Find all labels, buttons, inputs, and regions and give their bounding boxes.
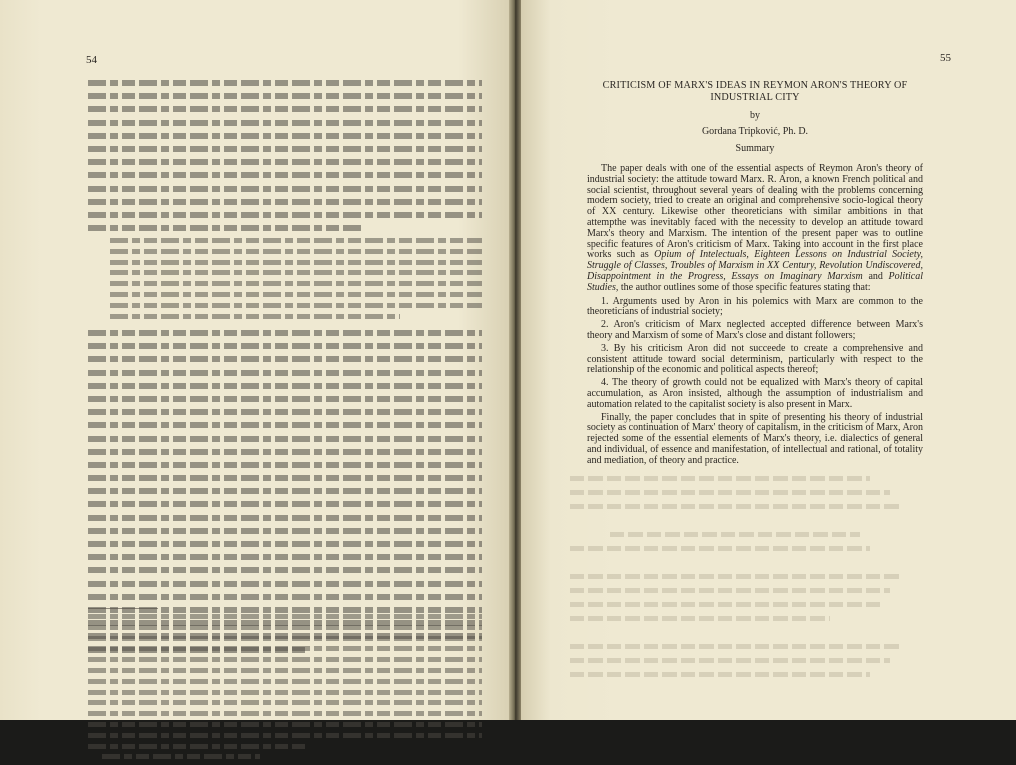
summary-item-1: 1. Arguments used by Aron in his polemics with Marx are common to the theoreticians of industrial society; bbox=[587, 295, 923, 318]
summary-heading: Summary bbox=[735, 143, 775, 154]
book-gutter bbox=[509, 0, 521, 720]
author-name: Gordana Tripković, Ph. D. bbox=[701, 126, 809, 137]
summary-conclusion: Finally, the paper concludes that in spite of presenting his theory of industrial society as continuation of Marx' theory of capitalism, in the criticism of Marx, Aron rejected some of the essential elements of Marx's theory, i.e. dialectics of general and individual, of essence and manifestation, of intellectual and rational, of totality and mediation, of theory and practice. bbox=[587, 411, 923, 466]
show-through-line bbox=[570, 588, 890, 593]
show-through-line bbox=[570, 476, 870, 481]
show-through-line bbox=[570, 672, 870, 677]
show-through-line bbox=[570, 546, 870, 551]
left-paragraph-6 bbox=[88, 330, 482, 660]
summary-paragraph-intro: The paper deals with one of the essential aspects of Reymon Aron's theory of industrial society: the attitude toward Marx. R. Aron, a known French political and social scientist, throughout several years of dealing with the problems concerning modern society, tried to create an original and comprehensive socio-logical theory of XX century. Likewise other theoreticians with similar ambitions in that attempthe was inevitably faced with the necessity to develop an attitude toward Marx's theory and Marxism. The intention of the present paper was to outline specific features of Aron's criticism of Marx. Taking into account in the first place works such as Opium of Intelectuals, Eighteen Lessons on Industrial Society, Struggle of Classes, Troubles of Marxism in XX Century, Revolution Undiscovered, Disappointment in the Progress, Essays on Imaginary Marxism and Political Studies, the author outlines some of those specific features stating that: bbox=[587, 163, 924, 293]
left-page bbox=[0, 0, 509, 720]
show-through-line bbox=[570, 616, 830, 621]
works-list-last: Political Studies, bbox=[587, 270, 923, 293]
summary-body bbox=[587, 164, 923, 469]
show-through-line bbox=[570, 574, 900, 579]
summary-item-4: 4. The theory of growth could not be equalized with Marx's theory of capital accumulation, as Aron insisted, although the assumption of industrialism and automation related to the capitalist society is also present in Marx. bbox=[587, 377, 923, 410]
byline-by: by bbox=[750, 110, 760, 121]
show-through-line bbox=[610, 532, 860, 537]
works-list: Opium of Intelectuals, Eighteen Lessons on Industrial Society, Struggle of Classes, Troubles of Marxism in XX Century, Revolution Undiscovered, Disappointment in the Progress, Essays on Imaginary Marxism bbox=[587, 249, 924, 282]
show-through-line bbox=[570, 490, 890, 495]
summary-item-3: 3. By his criticism Aron did not succeede to create a comprehensive and consistent attitude toward social determinism, particularly with respect to the relationship of the economic and political aspects thereof; bbox=[587, 342, 923, 376]
article-title: CRITICISM OF MARX'S IDEAS IN REYMON ARON'S THEORY OF INDUSTRIAL CITY bbox=[602, 80, 908, 103]
show-through-line bbox=[570, 602, 880, 607]
show-through-line bbox=[570, 644, 900, 649]
show-through-line bbox=[570, 658, 890, 663]
show-through-line bbox=[570, 504, 900, 509]
page-number-right: 55 bbox=[940, 52, 951, 64]
left-paragraph-1 bbox=[88, 80, 482, 238]
page-number-left: 54 bbox=[86, 54, 97, 66]
footnote-rule bbox=[88, 608, 158, 609]
left-footnotes bbox=[88, 614, 482, 765]
left-block-quote bbox=[110, 238, 482, 324]
summary-item-2: 2. Aron's criticism of Marx neglected accepted difference between Marx's theory and Marxism of some of Marx's close and distant followers; bbox=[587, 319, 923, 341]
